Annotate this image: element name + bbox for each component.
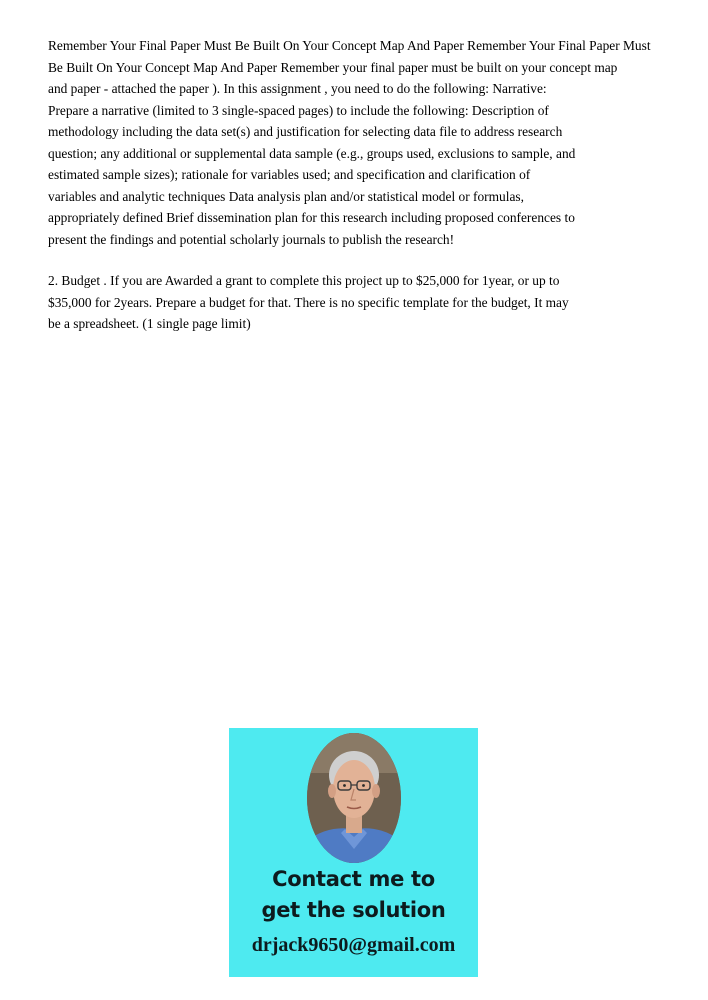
contact-email[interactable]: drjack9650@gmail.com	[251, 934, 456, 956]
text-line: present the findings and potential scholarly journals to publish the research!	[48, 231, 455, 247]
text-line: $35,000 for 2years. Prepare a budget for that. There is no specific template for the budget, It may	[48, 294, 569, 310]
budget-paragraph	[48, 270, 569, 335]
text-line: estimated sample sizes); rationale for variables used; and specification and clarification of	[48, 167, 531, 182]
text-line: Be Built On Your Concept Map And Paper Remember your final paper must be built on your concept map	[48, 59, 618, 75]
text-line: appropriately defined Brief dissemination plan for this research including proposed conferences to	[48, 210, 575, 225]
contact-ad-banner[interactable]	[229, 728, 478, 977]
ad-heading-line2: get the solution	[261, 898, 446, 922]
text-line: methodology including the data set(s) and justification for selecting data file to address research	[48, 124, 563, 139]
text-line: be a spreadsheet. (1 single page limit)	[48, 316, 251, 331]
text-line: and paper - attached the paper ). In this assignment , you need to do the following: Narrative:	[48, 81, 547, 96]
text-line: Remember Your Final Paper Must Be Built On Your Concept Map And Paper Remember Your Final Paper Must	[48, 38, 651, 53]
text-line: Prepare a narrative (limited to 3 single-spaced pages) to include the following: Description of	[48, 102, 549, 118]
text-line: variables and analytic techniques Data analysis plan and/or statistical model or formulas,	[48, 188, 524, 204]
text-line: 2. Budget . If you are Awarded a grant to complete this project up to $25,000 for 1year, or up to	[48, 273, 560, 288]
text-line: question; any additional or supplemental data sample (e.g., groups used, exclusions to sample, and	[48, 145, 576, 161]
person-portrait-icon	[307, 733, 401, 863]
ad-heading-line1: Contact me to	[272, 867, 435, 891]
assignment-paragraph	[48, 35, 651, 250]
